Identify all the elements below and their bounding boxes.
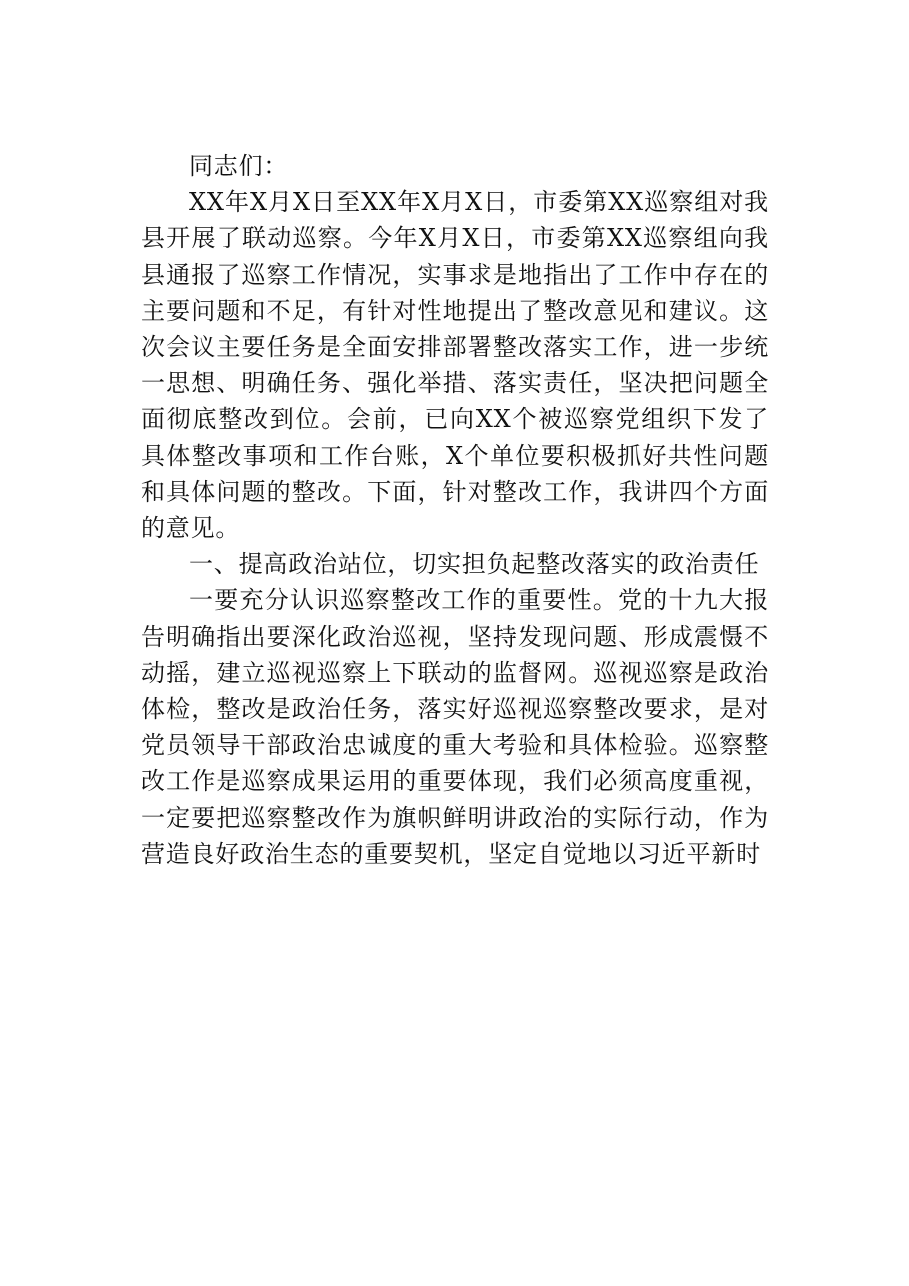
greeting: 同志们： bbox=[189, 152, 289, 180]
paragraph-section-1: 一要充分认识巡察整改工作的重要性。党的十九大报告明确指出要深化政治巡视，坚持发现问题、形成震慑不动摇，建立巡视巡察上下联动的监督网。巡视巡察是政治体检，整改是政治任务，落实好巡视巡察整改要求，是对党员领导干部政治忠诚度的重大考验和具体检验。巡察整改工作是巡察成果运用的重要体现，我们必须高度重视，一定要把巡察整改作为旗帜鲜明讲政治的实际行动，作为营造良好政治生态的重要契机，坚定自觉地以习近平新时 bbox=[141, 586, 769, 868]
section-heading-1: 一、提高政治站位，切实担负起整改落实的政治责任 bbox=[189, 550, 760, 579]
paragraph-intro: XX年X月X日至XX年X月X日，市委第XX巡察组对我县开展了联动巡察。今年X月X日，市委第XX巡察组向我县通报了巡察工作情况，实事求是地指出了工作中存在的主要问题和不足，有针对性地提出了整改意见和建议。这次会议主要任务是全面安排部署整改落实工作，进一步统一思想、明确任务、强化举措、落实责任，坚决把问题全面彻底整改到位。会前，已向XX个被巡察党组织下发了具体整改事项和工作台账，X个单位要积极抓好共性问题和具体问题的整改。下面，针对整改工作，我讲四个方面的意见。 bbox=[141, 188, 769, 543]
document-body bbox=[141, 148, 769, 872]
